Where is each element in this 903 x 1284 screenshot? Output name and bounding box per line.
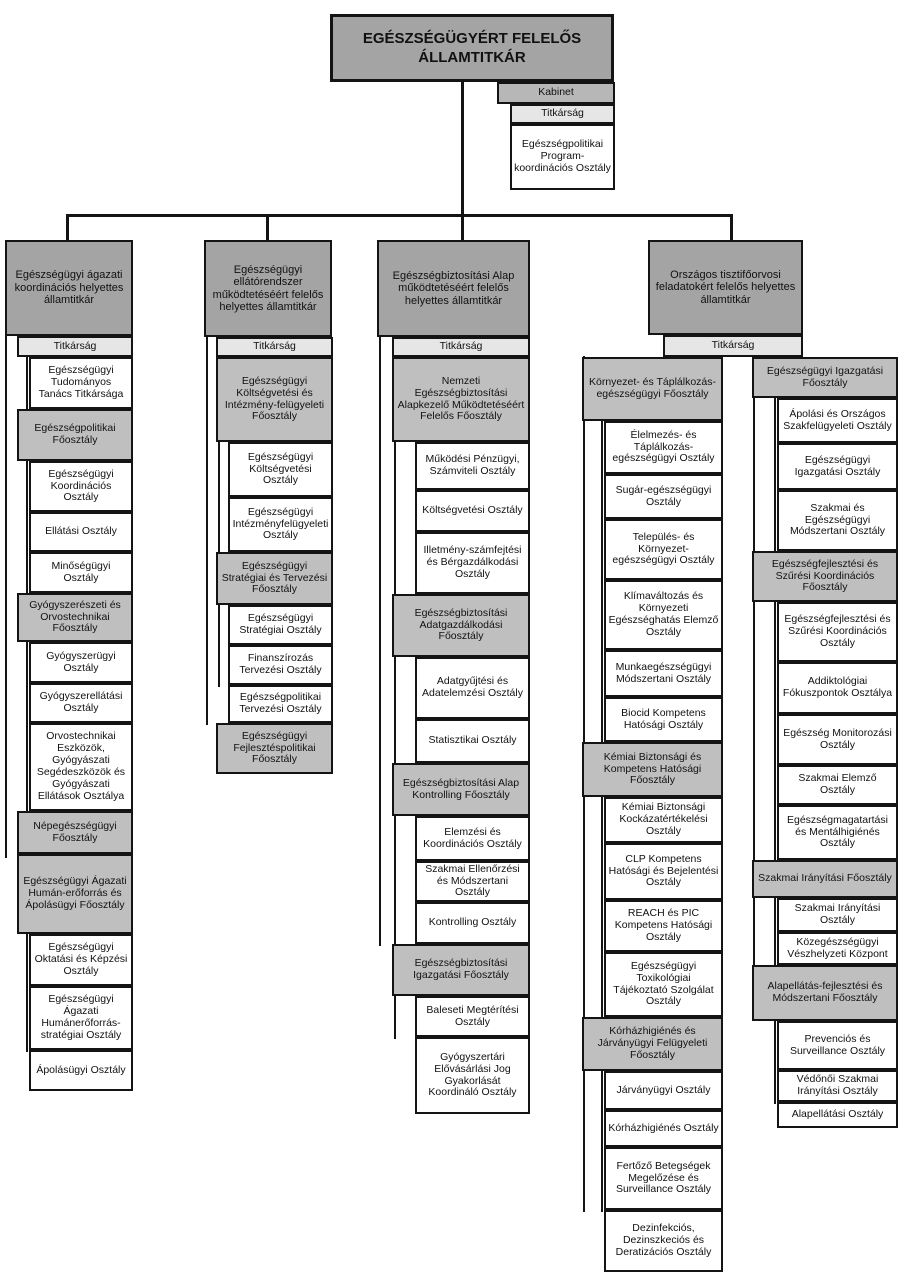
program-koordinacios-box: Egészségpolitikai Program-koordinációs Osztály (510, 124, 615, 190)
org-box: Egészségbiztosítási Igazgatási Főosztály (392, 944, 530, 996)
org-box: Egészségügyi Oktatási és Képzési Osztály (29, 934, 133, 986)
org-box: Klímaváltozás és Környezeti Egészséghatás Elemző Osztály (604, 580, 723, 650)
org-box: Gyógyszerellátási Osztály (29, 683, 133, 723)
org-box: Titkárság (663, 335, 803, 357)
org-box: Közegészségügyi Vészhelyzeti Központ (777, 932, 898, 965)
col2-head-box: Egészségügyi ellátórendszer működtetéséért felelős helyettes államtitkár (204, 240, 332, 337)
org-box: Baleseti Megtérítési Osztály (415, 996, 530, 1037)
org-box: Egészségmagatartási és Mentálhigiénés Osztály (777, 805, 898, 860)
org-box: Szakmai Irányítási Osztály (777, 898, 898, 932)
org-box: Kémiai Biztonsági Kockázatértékelési Osztály (604, 797, 723, 843)
col3-head-box: Egészségbiztosítási Alap működtetéséért felelős helyettes államtitkár (377, 240, 530, 337)
org-box: Egészségügyi Ágazati Humánerőforrás-stratégiai Osztály (29, 986, 133, 1050)
org-box: Minőségügyi Osztály (29, 552, 133, 593)
org-box: Egészségpolitikai Tervezési Osztály (228, 685, 333, 723)
kabinet-box: Kabinet (497, 82, 615, 104)
org-box: Ápolási és Országos Szakfelügyeleti Osztály (777, 398, 898, 443)
org-box: Sugár-egészségügyi Osztály (604, 474, 723, 519)
org-box: Kémiai Biztonsági és Kompetens Hatósági Főosztály (582, 742, 723, 797)
kabinet-titkarsag-box: Titkárság (510, 104, 615, 124)
org-box: Alapellátás-fejlesztési és Módszertani Főosztály (752, 965, 898, 1021)
spine-line (394, 355, 396, 1039)
org-box: CLP Kompetens Hatósági és Bejelentési Osztály (604, 843, 723, 900)
connector-line (266, 214, 269, 241)
org-box: Egészségügyi Igazgatási Osztály (777, 443, 898, 490)
org-box: Járványügyi Osztály (604, 1071, 723, 1110)
org-box: Prevenciós és Surveillance Osztály (777, 1021, 898, 1070)
org-box: Finanszírozás Tervezési Osztály (228, 645, 333, 685)
org-box: Működési Pénzügyi, Számviteli Osztály (415, 442, 530, 490)
org-box: Illetmény-számfejtési és Bérgazdálkodási Osztály (415, 532, 530, 594)
org-box: Dezinfekciós, Dezinszkeciós és Deratizációs Osztály (604, 1210, 723, 1272)
org-box: Orvostechnikai Eszközök, Gyógyászati Segédeszközök és Gyógyászati Ellátások Osztálya (29, 723, 133, 811)
org-box: Nemzeti Egészségbiztosítási Alapkezelő Működtetéséért Felelős Főosztály (392, 357, 530, 442)
org-box: Egészségügyi Költségvetési és Intézmény-felügyeleti Főosztály (216, 357, 333, 442)
org-box: Munkaegészségügyi Módszertani Osztály (604, 650, 723, 697)
spine-line (5, 334, 7, 858)
org-box: Egészségpolitikai Főosztály (17, 409, 133, 461)
org-box: Titkárság (392, 337, 530, 357)
org-box: Egészségügyi Intézményfelügyeleti Osztály (228, 497, 333, 552)
org-box: Adatgyűjtési és Adatelemzési Osztály (415, 657, 530, 719)
org-box: Egészségügyi Ágazati Humán-erőforrás és Ápolásügyi Főosztály (17, 854, 133, 934)
org-box: Egészségügyi Tudományos Tanács Titkársága (29, 357, 133, 409)
org-box: Élelmezés- és Táplálkozás-egészségügyi Osztály (604, 421, 723, 474)
org-box: Gyógyszertári Elővásárlási Jog Gyakorlását Koordináló Osztály (415, 1037, 530, 1114)
org-box: Szakmai Ellenőrzési és Módszertani Osztály (415, 861, 530, 902)
org-box: Kórházhigiénés Osztály (604, 1110, 723, 1147)
org-box: Alapellátási Osztály (777, 1102, 898, 1128)
root-box: EGÉSZSÉGÜGYÉRT FELELŐS ÁLLAMTITKÁR (330, 14, 614, 82)
org-box: Titkárság (17, 336, 133, 357)
org-box: Ápolásügyi Osztály (29, 1050, 133, 1091)
org-box: Egészségügyi Igazgatási Főosztály (752, 357, 898, 398)
org-box: Gyógyszerészeti és Orvostechnikai Főosztály (17, 593, 133, 642)
org-box: Védőnői Szakmai Irányítási Osztály (777, 1070, 898, 1102)
org-box: Statisztikai Osztály (415, 719, 530, 763)
connector-line (461, 80, 464, 216)
connector-line (461, 214, 464, 241)
org-box: Egészségügyi Stratégiai és Tervezési Főosztály (216, 552, 333, 605)
org-box: Addiktológiai Fókuszpontok Osztálya (777, 662, 898, 714)
org-box: Kontrolling Osztály (415, 902, 530, 944)
org-box: Elemzési és Koordinációs Osztály (415, 816, 530, 861)
col1-head-box: Egészségügyi ágazati koordinációs helyettes államtitkár (5, 240, 133, 336)
org-box: Környezet- és Táplálkozás-egészségügyi Főosztály (582, 357, 723, 421)
org-box: Költségvetési Osztály (415, 490, 530, 532)
org-box: Egészségügyi Fejlesztéspolitikai Főosztály (216, 723, 333, 774)
org-box: Kórházhigiénés és Járványügyi Felügyeleti Főosztály (582, 1017, 723, 1071)
org-box: Biocid Kompetens Hatósági Osztály (604, 697, 723, 742)
org-box: Gyógyszerügyi Osztály (29, 642, 133, 683)
org-box: Szakmai Elemző Osztály (777, 765, 898, 805)
org-box: Népegészségügyi Főosztály (17, 811, 133, 854)
org-box: Egészségfejlesztési és Szűrési Koordinációs Osztály (777, 602, 898, 662)
spine-line (206, 335, 208, 725)
connector-line (66, 214, 733, 217)
org-box: Egészségügyi Koordinációs Osztály (29, 461, 133, 512)
org-box: REACH és PIC Kompetens Hatósági Osztály (604, 900, 723, 952)
org-box: Egészségügyi Toxikológiai Tájékoztató Szolgálat Osztály (604, 952, 723, 1017)
org-box: Szakmai és Egészségügyi Módszertani Osztály (777, 490, 898, 551)
org-box: Egészségügyi Stratégiai Osztály (228, 605, 333, 645)
org-box: Település- és Környezet-egészségügyi Osztály (604, 519, 723, 580)
spine-line (379, 335, 381, 946)
org-box: Egészségfejlesztési és Szűrési Koordinációs Főosztály (752, 551, 898, 602)
org-box: Egészségbiztosítási Adatgazdálkodási Főosztály (392, 594, 530, 657)
col4-head-box: Országos tisztifőorvosi feladatokért felelős helyettes államtitkár (648, 240, 803, 335)
org-box: Ellátási Osztály (29, 512, 133, 552)
org-box: Egészség Monitorozási Osztály (777, 714, 898, 765)
connector-line (730, 214, 733, 241)
org-box: Szakmai Irányítási Főosztály (752, 860, 898, 898)
org-box: Egészségbiztosítási Alap Kontrolling Főosztály (392, 763, 530, 816)
org-box: Titkárság (216, 337, 333, 357)
org-box: Fertőző Betegségek Megelőzése és Surveillance Osztály (604, 1147, 723, 1210)
connector-line (66, 214, 69, 241)
org-box: Egészségügyi Költségvetési Osztály (228, 442, 333, 497)
spine-line (601, 420, 603, 1212)
